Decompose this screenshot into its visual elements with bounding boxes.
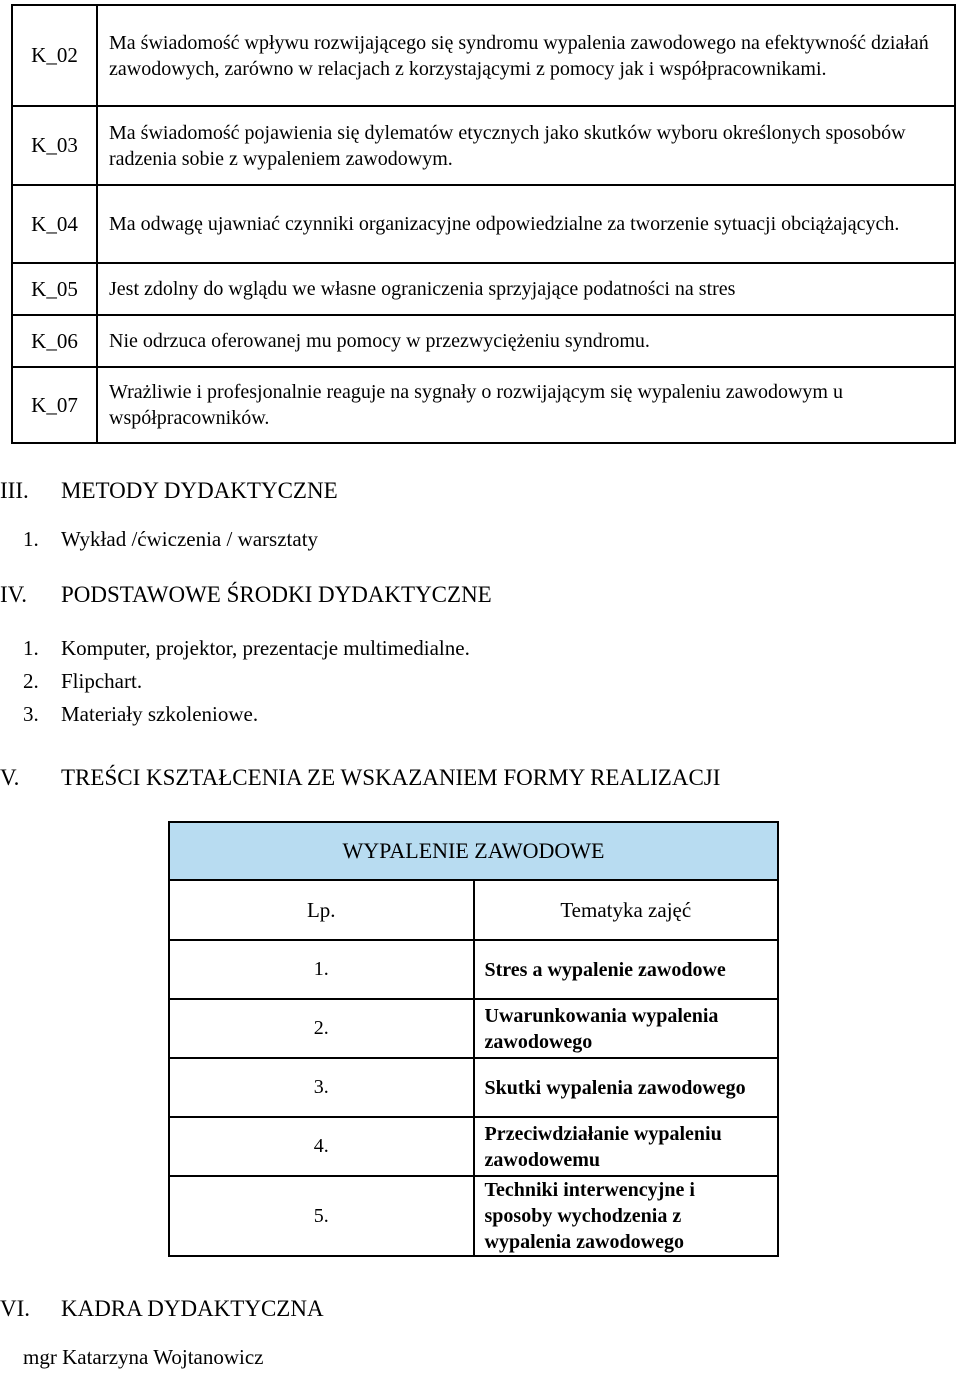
competency-text: Nie odrzuca oferowanej mu pomocy w przezwyciężeniu syndromu. (97, 315, 955, 367)
table-row (169, 1058, 778, 1117)
table-row (12, 263, 955, 315)
competency-code: K_02 (12, 5, 97, 106)
section-number: III. (0, 478, 29, 503)
list-item (0, 669, 900, 697)
list-item (0, 702, 900, 730)
competency-text: Ma odwagę ujawniać czynniki organizacyjne odpowiedzialne za tworzenie sytuacji obciążających. (97, 185, 955, 263)
table-row (169, 999, 778, 1058)
section-number: IV. (0, 582, 28, 607)
row-topic: Skutki wypalenia zawodowego (474, 1058, 779, 1117)
list-item-text: Flipchart. (61, 669, 143, 693)
section-title: TREŚCI KSZTAŁCENIA ZE WSKAZANIEM FORMY REALIZACJI (61, 765, 721, 790)
list-item-text: Komputer, projektor, prezentacje multimedialne. (61, 636, 470, 660)
competencies-table (11, 4, 956, 444)
competency-text: Ma świadomość wpływu rozwijającego się syndromu wypalenia zawodowego na efektywność działań zawodowych, zarówno w relacjach z korzystającymi z pomocy jak i współpracownikami. (97, 5, 955, 106)
section-heading (0, 1296, 900, 1326)
column-header-lp: Lp. (169, 880, 474, 940)
row-number: 4. (169, 1117, 474, 1176)
competency-code: K_07 (12, 367, 97, 443)
competency-text: Wrażliwie i profesjonalnie reaguje na sygnały o rozwijającym się wypaleniu zawodowym u współpracowników. (97, 367, 955, 443)
section-title: PODSTAWOWE ŚRODKI DYDAKTYCZNE (61, 582, 492, 607)
competency-code: K_05 (12, 263, 97, 315)
section-title: METODY DYDAKTYCZNE (61, 478, 338, 503)
list-item-text: Materiały szkoleniowe. (61, 702, 259, 726)
table-row (12, 367, 955, 443)
table-row (12, 185, 955, 263)
table-header-row (169, 822, 778, 880)
section-number: VI. (0, 1296, 31, 1321)
table-title: WYPALENIE ZAWODOWE (169, 822, 778, 880)
table-row (12, 106, 955, 185)
competency-code: K_03 (12, 106, 97, 185)
list-item-number: 1. (23, 636, 39, 660)
competency-code: K_04 (12, 185, 97, 263)
table-row (169, 1176, 778, 1256)
row-topic: Przeciwdziałanie wypaleniu zawodowemu (474, 1117, 779, 1176)
competency-text: Jest zdolny do wglądu we własne ograniczenia sprzyjające podatności na stres (97, 263, 955, 315)
table-row (12, 315, 955, 367)
section-number: V. (0, 765, 20, 790)
row-number: 3. (169, 1058, 474, 1117)
row-topic: Techniki interwencyjne i sposoby wychodzenia z wypalenia zawodowego (474, 1176, 779, 1256)
list-item (0, 636, 900, 664)
row-number: 5. (169, 1176, 474, 1256)
list-item-number: 1. (23, 527, 39, 551)
staff-name: mgr Katarzyna Wojtanowicz (23, 1345, 264, 1369)
table-row (169, 1117, 778, 1176)
list-item-text: Wykład /ćwiczenia / warsztaty (61, 527, 319, 551)
row-topic: Uwarunkowania wypalenia zawodowego (474, 999, 779, 1058)
section-title: KADRA DYDAKTYCZNA (61, 1296, 324, 1321)
section-heading (0, 765, 940, 795)
list-item (0, 527, 900, 555)
list-item-number: 2. (23, 669, 39, 693)
row-number: 1. (169, 940, 474, 999)
table-row (12, 5, 955, 106)
list-item-number: 3. (23, 702, 39, 726)
competency-code: K_06 (12, 315, 97, 367)
content-table (168, 821, 779, 1257)
table-row (169, 940, 778, 999)
row-topic: Stres a wypalenie zawodowe (474, 940, 779, 999)
competency-text: Ma świadomość pojawienia się dylematów etycznych jako skutków wyboru określonych sposobów radzenia sobie z wypaleniem zawodowym. (97, 106, 955, 185)
row-number: 2. (169, 999, 474, 1058)
section-heading (0, 582, 900, 612)
table-column-headers (169, 880, 778, 940)
column-header-topic: Tematyka zajęć (474, 880, 779, 940)
section-heading (0, 478, 900, 508)
